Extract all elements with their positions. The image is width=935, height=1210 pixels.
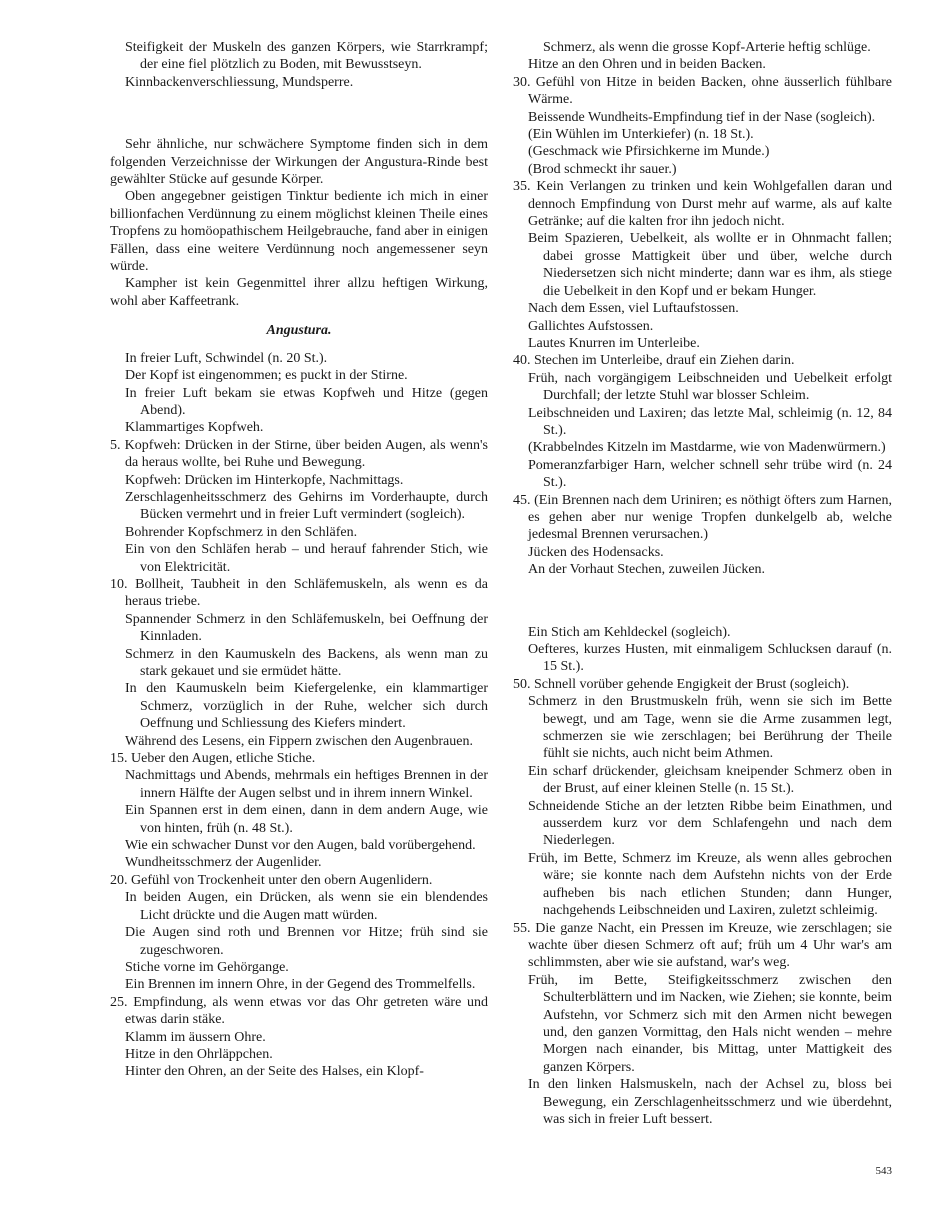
symptom-entry: Hitze in den Ohrläppchen. bbox=[125, 1046, 273, 1062]
symptom-entry: Hinter den Ohren, an der Seite des Halses, ein Klopf- bbox=[125, 1064, 424, 1080]
symptom-entry: Kopfweh: Drücken im Hinterkopfe, Nachmittags. bbox=[125, 472, 404, 488]
numbered-symptom: 15. Ueber den Augen, etliche Stiche. bbox=[110, 751, 316, 767]
symptom-continuation: Schmerz, als wenn die grosse Kopf-Arterie heftig schlüge. bbox=[543, 40, 871, 55]
symptom-entry: Beim Spazieren, Uebelkeit, als wollte er in Ohnmacht fallen; dabei grosse Mattigkeit über und über, welche durch Niedersetzen sich nicht minderte; dann war es ihm, als stiege die Uebelkeit in den Kopf und er bekam Hunger. bbox=[528, 231, 892, 299]
symptom-entry: Schmerz in den Brustmuskeln früh, wenn sie sich im Bette bewegt, und am Tage, wenn sie die Arme zusammen legt, schmerzen sie wie zerschlagen; bei Berührung der Theile fühlt sie nichts, auch nicht beim Athmen. bbox=[528, 694, 892, 762]
page-number: 543 bbox=[875, 1165, 892, 1177]
symptom-entry: Früh, im Bette, Schmerz im Kreuze, als wenn alles gebrochen wäre; sie konnte nach dem Aufstehn nichts von der Erde aufheben bis nach etlichen Stunden; dann Hunger, nachgehends Leibschneiden und Laxiren, zuletzt schleimig. bbox=[528, 850, 892, 919]
symptom-entry: Spannender Schmerz in den Schläfemuskeln, bei Oeffnung der Kinnladen. bbox=[125, 611, 488, 645]
paragraph: Kampher ist kein Gegenmittel ihrer allzu heftigen Wirkung, wohl aber Kaffeetrank. bbox=[110, 276, 488, 309]
symptom-entry: In den Kaumuskeln beim Kiefergelenke, ein klammartiger Schmerz, vorzüglich in der Ruhe, welcher sich durch Oeffnung und Schliessung des Kiefers mindert. bbox=[125, 681, 488, 732]
symptom-entry: Klammartiges Kopfweh. bbox=[125, 420, 264, 436]
symptom-entry: (Geschmack wie Pfirsichkerne im Munde.) bbox=[528, 144, 770, 160]
symptom-entry: Oefteres, kurzes Husten, mit einmaligem Schlucksen darauf (n. 15 St.). bbox=[528, 642, 892, 675]
symptom-entry: (Ein Wühlen im Unterkiefer) (n. 18 St.). bbox=[528, 127, 754, 143]
symptom-entry: Stiche vorne im Gehörgange. bbox=[125, 959, 289, 975]
symptom-entry: Leibschneiden und Laxiren; das letzte Mal, schleimig (n. 12, 84 St.). bbox=[528, 405, 892, 438]
symptom-entry: Nach dem Essen, viel Luftaufstossen. bbox=[528, 301, 739, 317]
symptom-entry: Lautes Knurren im Unterleibe. bbox=[528, 335, 700, 351]
symptom-entry: Schneidende Stiche an der letzten Ribbe beim Einathmen, und ausserdem kurz vor dem Schlafengehn und nach dem Niederlegen. bbox=[528, 798, 892, 849]
symptom-entry: Bohrender Kopfschmerz in den Schläfen. bbox=[125, 524, 358, 540]
numbered-symptom: 30. Gefühl von Hitze in beiden Backen, ohne äusserlich fühlbare Wärme. bbox=[513, 74, 892, 108]
numbered-symptom: 35. Kein Verlangen zu trinken und kein Wohlgefallen daran und dennoch Empfindung von Durst mehr auf warme, als auf kalte Getränke; auf die kalten fror ihn jedoch nicht. bbox=[513, 179, 892, 230]
symptom-entry: Ein Spannen erst in dem einen, dann in dem andern Auge, wie von hinten, früh (n. 48 St.). bbox=[125, 803, 488, 836]
symptom-entry: Ein Brennen im innern Ohre, in der Gegend des Trommelfells. bbox=[125, 977, 476, 993]
symptom-entry: Ein Stich am Kehldeckel (sogleich). bbox=[528, 624, 731, 640]
numbered-symptom: 25. Empfindung, als wenn etwas vor das Ohr getreten wäre und etwas darin stäke. bbox=[110, 994, 488, 1028]
symptom-entry: In freier Luft bekam sie etwas Kopfweh und Hitze (gegen Abend). bbox=[125, 385, 488, 418]
symptom-entry: Beissende Wundheits-Empfindung tief in der Nase (sogleich). bbox=[528, 109, 876, 125]
symptom-entry: Früh, im Bette, Steifigkeitsschmerz zwischen den Schulterblättern und im Nacken, wie Ziehen; sie konnte, beim Aufstehn, vor Schmerz sich mit den Armen nicht bewegen und, den ganzen Vormittag, den Hals nicht wenden – mehre Morgen nach einander, bis Mittag, unter Mattigkeit des ganzen Körpers. bbox=[528, 972, 892, 1075]
numbered-symptom: 40. Stechen im Unterleibe, drauf ein Ziehen darin. bbox=[513, 353, 795, 369]
symptom-entry: In beiden Augen, ein Drücken, als wenn sie ein blendendes Licht drückte und die Augen matt würden. bbox=[125, 890, 488, 923]
symptom-entry: Klamm im äussern Ohre. bbox=[125, 1029, 266, 1045]
symptom-entry: Pomeranzfarbiger Harn, welcher schnell sehr trübe wird (n. 24 St.). bbox=[528, 457, 892, 491]
paragraph-gap bbox=[110, 105, 488, 122]
symptom-entry: (Krabbelndes Kitzeln im Mastdarme, wie von Madenwürmern.) bbox=[528, 440, 886, 456]
symptom-entry: An der Vorhaut Stechen, zuweilen Jücken. bbox=[528, 562, 766, 578]
symptom-entry: Nachmittags und Abends, mehrmals ein heftiges Brennen in der innern Hälfte der Augen selbst und in ihrem innern Winkel. bbox=[125, 768, 488, 801]
numbered-symptom: 55. Die ganze Nacht, ein Pressen im Kreuze, wie zerschlagen; sie wachte über diesen Schmerz oft auf; früh um 4 Uhr war's am schlimmsten, aber wie sie aufstand, war's weg. bbox=[513, 920, 892, 971]
symptom-entry: Ein von den Schläfen herab – und herauf fahrender Stich, wie von Elektricität. bbox=[125, 542, 488, 575]
symptom-entry: Jücken des Hodensacks. bbox=[528, 544, 664, 560]
symptom-entry: In den linken Halsmuskeln, nach der Achsel zu, bloss bei Bewegung, ein Zerschlagenheitsschmerz und wie überdehnt, was sich in freier Luft bessert. bbox=[528, 1077, 892, 1127]
symptom-entry: Früh, nach vorgängigem Leibschneiden und Uebelkeit erfolgt Durchfall; der letzte Stuhl war blosser Schleim. bbox=[528, 370, 892, 404]
symptom-entry: Gallichtes Aufstossen. bbox=[528, 318, 654, 334]
symptom-entry: Hitze an den Ohren und in beiden Backen. bbox=[528, 57, 766, 73]
paragraph: Sehr ähnliche, nur schwächere Symptome finden sich in dem folgenden Verzeichnisse der Wirkungen der Angustura-Rinde best gewählter Stücke auf gesunde Körper. bbox=[110, 137, 488, 188]
symptom-entry: Während des Lesens, ein Fippern zwischen den Augenbrauen. bbox=[125, 733, 473, 749]
right-column bbox=[513, 39, 892, 1128]
symptom-entry: Wie ein schwacher Dunst vor den Augen, bald vorübergehend. bbox=[125, 838, 476, 854]
symptom-entry: Der Kopf ist eingenommen; es puckt in der Stirne. bbox=[125, 368, 408, 384]
numbered-symptom: 20. Gefühl von Trockenheit unter den obern Augenlidern. bbox=[110, 872, 433, 888]
paragraph-gap bbox=[513, 593, 892, 610]
paragraph: Oben angegebner geistigen Tinktur bediente ich mich in einer billionfachen Verdünnung zu einem möglichst kleinen Theile eines Tropfens zu homöopathischem Heilgebrauche, fand aber in einigen Fällen, dass eine weitere Verdünnung noch angemessener seyn würde. bbox=[110, 189, 488, 275]
symptom-entry: Kinnbackenverschliessung, Mundsperre. bbox=[125, 74, 354, 90]
symptom-entry: Wundheitsschmerz der Augenlider. bbox=[125, 855, 322, 871]
symptom-entry: Zerschlagenheitsschmerz des Gehirns im Vorderhaupte, durch Bücken vermehrt und in freier Luft vermindert (sogleich). bbox=[125, 489, 488, 523]
numbered-symptom: 50. Schnell vorüber gehende Engigkeit der Brust (sogleich). bbox=[513, 676, 850, 692]
left-column bbox=[110, 39, 488, 1081]
numbered-symptom: 45. (Ein Brennen nach dem Uriniren; es nöthigt öfters zum Harnen, es gehen aber nur wenige Tropfen dunkelgelb ab, welche jedesmal Brennen verursachen.) bbox=[513, 492, 892, 543]
section-heading: Angustura. bbox=[266, 323, 332, 339]
symptom-entry: (Brod schmeckt ihr sauer.) bbox=[528, 161, 677, 177]
symptom-entry: In freier Luft, Schwindel (n. 20 St.). bbox=[125, 350, 328, 366]
numbered-symptom: 5. Kopfweh: Drücken in der Stirne, über beiden Augen, als wenn's da heraus wollte, bei Ruhe und Bewegung. bbox=[110, 437, 488, 471]
symptom-entry: Steifigkeit der Muskeln des ganzen Körpers, wie Starrkrampf; der eine fiel plötzlich zu Boden, mit Bewusstseyn. bbox=[125, 40, 488, 73]
symptom-entry: Ein scharf drückender, gleichsam kneipender Schmerz oben in der Brust, auf einer kleinen Stelle (n. 15 St.). bbox=[528, 763, 892, 797]
numbered-symptom: 10. Bollheit, Taubheit in den Schläfemuskeln, als wenn es da heraus triebe. bbox=[110, 576, 488, 610]
symptom-entry: Schmerz in den Kaumuskeln des Backens, als wenn man zu stark gekauet und sie ermüdet hätte. bbox=[125, 646, 488, 679]
symptom-entry: Die Augen sind roth und Brennen vor Hitze; früh sind sie zugeschworen. bbox=[125, 925, 488, 958]
